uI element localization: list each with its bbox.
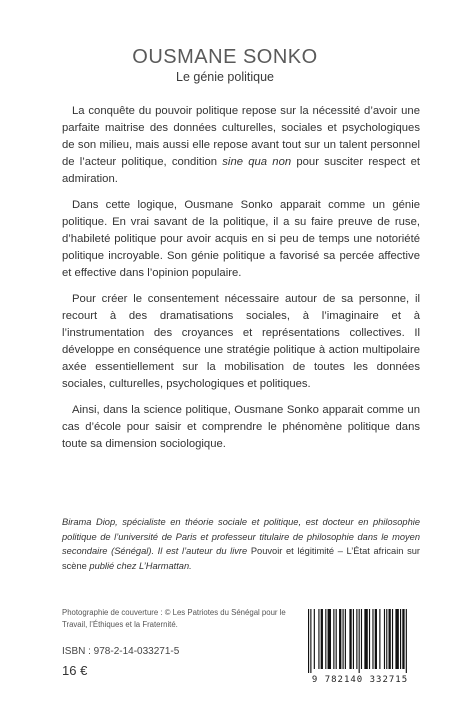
barcode-bar [318,609,319,669]
text-run: La conquête du pouvoir politique repose sur la nécessité d’avoir une parfaite maitrise des données culturelles, sociales et psychologiques de son milieu, mais aussi elle repose avant tout sur un talent personnel de l’acteur politique, condition [62,105,420,168]
barcode-bars [298,607,422,673]
barcode-bar [384,609,385,669]
barcode-bar [369,609,370,669]
barcode-bar [392,609,393,669]
barcode-bar [395,609,398,669]
summary-paragraph [62,402,420,453]
italic-text: sine qua non [222,156,292,168]
barcode [298,607,422,687]
barcode-bar [364,609,367,669]
barcode-bar [372,609,373,669]
italic-text: L’Harmattan [139,560,190,571]
text-run: Pouvoir et légitimité – L’État africain sur scène [62,546,420,571]
summary-paragraph [62,103,420,188]
barcode-bar [349,609,351,669]
barcode-number: 9 782140 332715 [311,675,409,685]
barcode-bar [345,609,346,669]
barcode-bar [321,609,323,669]
italic-text: Birama Diop [62,517,116,527]
book-title: OUSMANE SONKO [132,46,318,68]
text-run: Ainsi, dans la science politique, Ousmane Sonko apparait comme un cas d’école pour saisir et comprendre le phénomène politique dans toute sa dimension sociologique. [62,404,420,450]
back-cover-summary [62,103,420,462]
barcode-bar [361,609,362,669]
summary-paragraph [62,197,420,282]
barcode-bar [325,609,326,669]
barcode-bar [386,609,387,669]
barcode-bar [406,609,407,673]
text-run: pour susciter respect et admiration. [62,156,420,185]
barcode-bar [310,609,311,673]
barcode-bar [402,609,404,669]
photo-credit: Photographie de couverture : © Les Patriotes du Sénégal pour le Travail, l’Éthiques et la Fraternité. [62,608,286,629]
summary-paragraph [62,291,420,393]
book-subtitle: Le génie politique [176,70,274,84]
italic-text: . [189,560,192,571]
barcode-bar [379,609,380,669]
italic-text: publié chez [86,560,140,571]
price: 16 € [62,663,88,678]
barcode-bar [308,609,309,673]
barcode-bar [343,609,344,669]
isbn: ISBN : 978-2-14-033271-5 [62,646,180,657]
barcode-bar [353,609,354,669]
barcode-bar [375,609,377,669]
author-bio [62,515,420,573]
barcode-bar [389,609,391,669]
barcode-bar [314,609,315,669]
barcode-bar [356,609,357,669]
barcode-bar [400,609,401,669]
barcode-bar [336,609,337,669]
barcode-bar [359,609,360,673]
barcode-bar [333,609,334,669]
barcode-bar [328,609,331,669]
text-run: Pour créer le consentement nécessaire autour de sa personne, il recourt à des dramatisations sociales, à l’imaginaire et à l’instrumentation des croyances et représentations collectives. Il développe en conséquence une stratégie politique à action multipolaire axée essentiellement sur la mobilisation de toutes les données sociales, culturelles, psychologiques et politiques. [62,293,420,390]
italic-text: , spécialiste en théorie sociale et politique, est docteur en philosophie politique de l’université de Paris et professeur titulaire de philosophie dans le moyen secondaire (Sénégal). Il est l’auteur du livre [62,517,420,556]
barcode-bar [339,609,341,669]
text-run: Dans cette logique, Ousmane Sonko apparait comme un génie politique. En vrai savant de la politique, il a su faire preuve de ruse, d’habileté politique pour avoir acquis en si peu de temps une notoriété politique incroyable. Son génie politique a favorisé sa percée affective et effective dans l’opinion populaire. [62,199,420,279]
